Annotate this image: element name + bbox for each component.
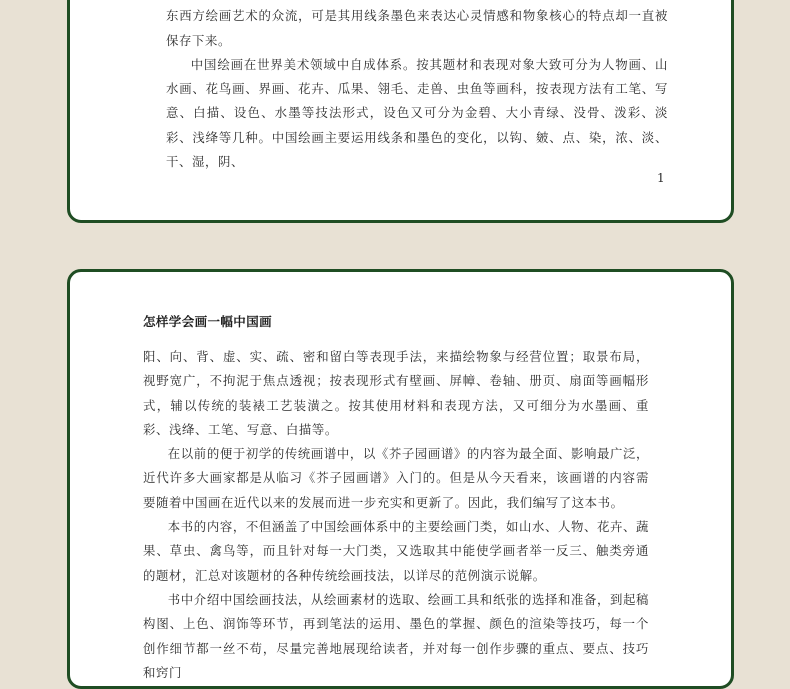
paragraph: 在以前的便于初学的传统画谱中，以《芥子园画谱》的内容为最全面、影响最广泛，近代许多大画家都是从临习《芥子园画谱》入门的。但是从今天看来，该画谱的内容需要随着中国画在近代以来的发展而进一步充实和更新了。因此，我们编写了这本书。	[143, 446, 649, 510]
page-body	[166, 0, 668, 174]
paragraph: 书中介绍中国绘画技法，从绘画素材的选取、绘画工具和纸张的选择和准备，到起稿构图、上色、润饰等环节，再到笔法的运用、墨色的掌握、颜色的渲染等技巧，每一个创作细节都一丝不苟，尽量完善地展现给读者，并对每一创作步骤的重点、要点、技巧和窍门	[143, 591, 649, 680]
page-body	[143, 345, 649, 685]
paragraph: 中国绘画在世界美术领域中自成体系。按其题材和表现对象大致可分为人物画、山水画、花鸟画、界画、花卉、瓜果、翎毛、走兽、虫鱼等画科，按表现方法有工笔、写意、白描、设色、水墨等技法形式，设色又可分为金碧、大小青绿、没骨、泼彩、淡彩、浅绛等几种。中国绘画主要运用线条和墨色的变化，以钩、皴、点、染，浓、淡、干、湿，阴、	[166, 56, 668, 170]
paragraph: 本书的内容，不但涵盖了中国绘画体系中的主要绘画门类，如山水、人物、花卉、蔬果、草虫、禽鸟等，而且针对每一大门类，又选取其中能使学画者举一反三、触类旁通的题材，汇总对该题材的各种传统绘画技法，以详尽的范例演示说解。	[143, 519, 649, 583]
paragraph: 阳、向、背、虚、实、疏、密和留白等表现手法，来描绘物象与经营位置；取景布局，视野宽广，不拘泥于焦点透视；按表现形式有壁画、屏幛、卷轴、册页、扇面等画幅形式，辅以传统的装裱工艺装潢之。按其使用材料和表现方法，又可细分为水墨画、重彩、浅绛、工笔、写意、白描等。	[143, 349, 649, 437]
document-page-1	[67, 0, 734, 223]
paragraph: 东西方绘画艺术的众流，可是其用线条墨色来表达心灵情感和物象核心的特点却一直被保存下来。	[166, 8, 668, 48]
page-number: 1	[657, 171, 665, 185]
document-page-2	[67, 269, 734, 689]
running-header: 怎样学会画一幅中国画	[143, 314, 273, 329]
